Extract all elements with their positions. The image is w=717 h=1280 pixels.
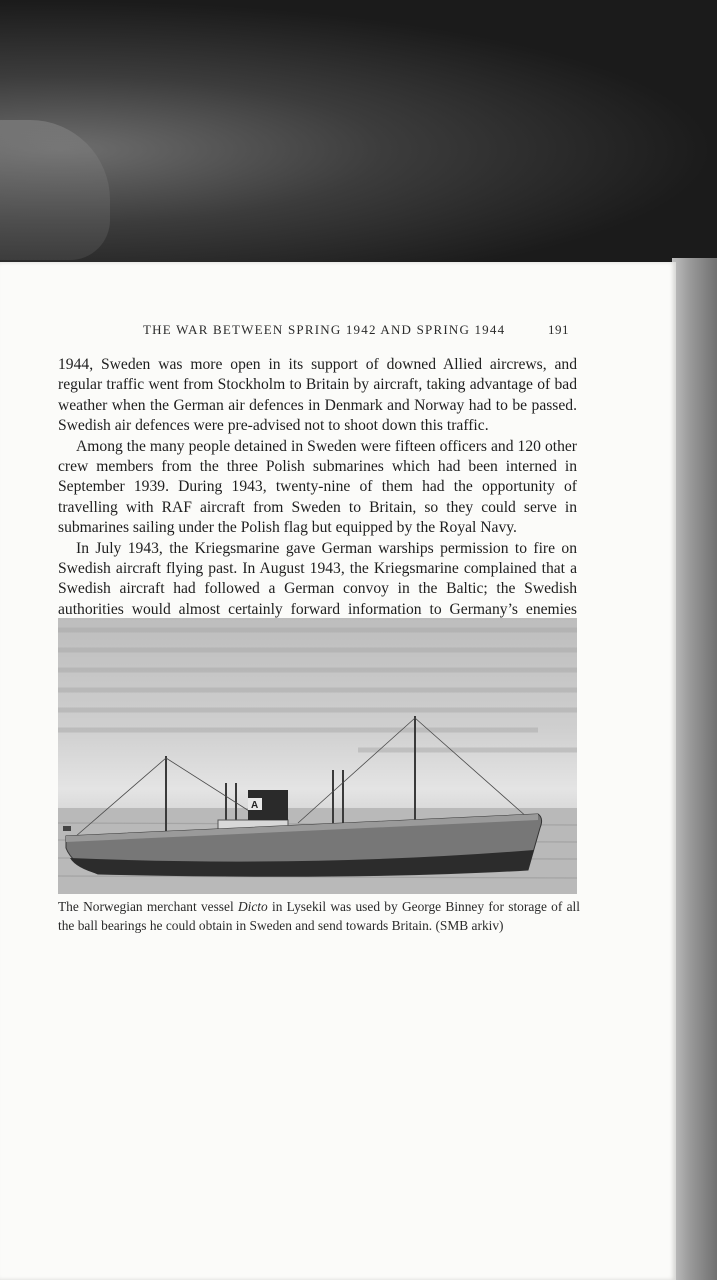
caption-text-end: in Lysekil was used by George Binney for storage of all the ball bearings he could obtain in Sweden and send towards Britain. (SMB arkiv)	[58, 899, 580, 933]
paragraph-3: In July 1943, the Kriegsmarine gave German warships permission to fire on Swedish aircraft flying past. In August 1943, the Kriegsmarine complained that a Swedish aircraft had followed a German convoy in the Baltic; the Swedish authorities would almost certainly forward information to Germany’s enemies	[58, 539, 577, 618]
book-page-edges	[672, 258, 717, 1280]
hand-shadow	[0, 120, 110, 260]
ship-flag	[63, 826, 71, 831]
scanner-background	[0, 0, 717, 262]
ship-photo-illustration	[58, 618, 577, 894]
show-through-text	[58, 630, 577, 750]
figure-caption	[58, 898, 580, 935]
running-head-title: THE WAR BETWEEN SPRING 1942 AND SPRING 1944	[143, 322, 506, 337]
paragraph-1: 1944, Sweden was more open in its support of downed Allied aircrews, and regular traffic went from Stockholm to Britain by aircraft, taking advantage of bad weather when the German air defences in Denmark and Norway had to be passed. Swedish air defences were pre-advised not to shoot down this traffic.	[58, 356, 577, 435]
funnel-letter: A	[251, 800, 259, 811]
caption-text: The Norwegian merchant vessel	[58, 899, 238, 914]
caption-ship-name: Dicto	[237, 899, 268, 914]
paragraph-2: Among the many people detained in Sweden were fifteen officers and 120 other crew members from the three Polish submarines which had been interned in September 1939. During 1943, twenty-nine of them had the opportunity of travelling with RAF aircraft from Sweden to Britain, so they could serve in submarines sailing under the Polish flag but equipped by the Royal Navy.	[58, 437, 577, 537]
page-number: 191	[548, 322, 569, 337]
ship-photograph	[58, 618, 577, 894]
